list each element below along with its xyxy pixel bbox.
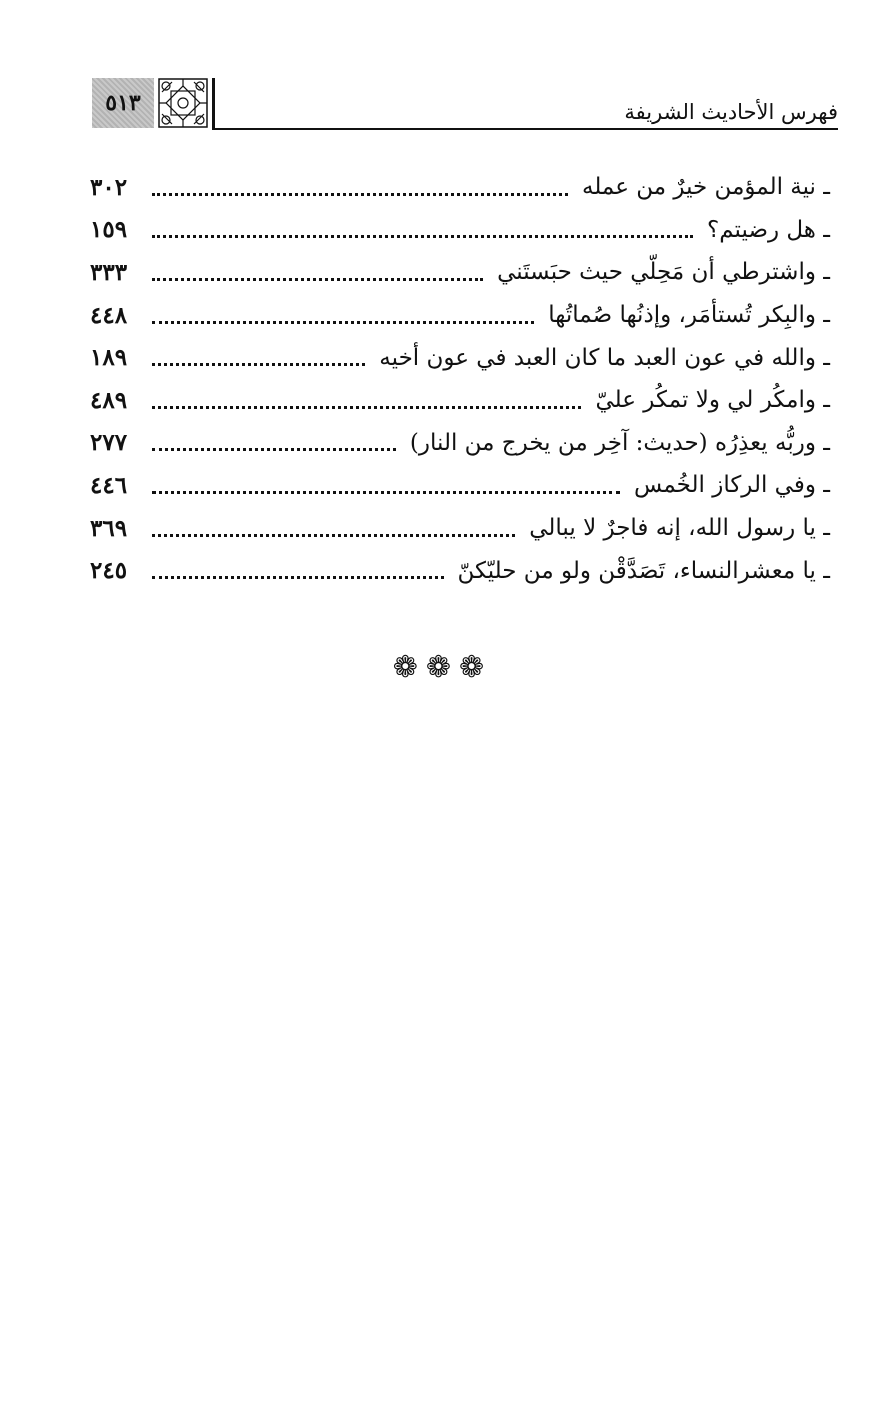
dot-leader xyxy=(152,193,568,196)
entry-text: ـ وفي الركاز الخُمس xyxy=(634,472,830,499)
dot-leader xyxy=(152,406,581,409)
index-entry xyxy=(90,251,830,294)
entry-page-number: ٤٨٩ xyxy=(90,386,128,414)
header-rule xyxy=(212,128,838,130)
dot-leader xyxy=(152,534,515,537)
entry-text: ـ والله في عون العبد ما كان العبد في عون أخيه xyxy=(379,344,830,371)
entry-text: ـ وربُّه يعذِرُه (حديث: آخِر من يخرج من النار) xyxy=(409,429,830,456)
entry-text: ـ يا رسول الله، إنه فاجرٌ لا يبالي xyxy=(529,515,830,542)
end-ornament-icon: ❁❁❁ xyxy=(392,650,493,685)
page-number: ٥١٣ xyxy=(92,78,154,128)
entry-text: ـ هل رضيتم؟ xyxy=(707,216,830,243)
index-entry xyxy=(90,209,830,252)
dot-leader xyxy=(152,448,396,451)
geometric-star-ornament-icon xyxy=(158,78,208,128)
page-header xyxy=(92,78,838,130)
index-entry xyxy=(90,166,830,209)
entry-page-number: ١٨٩ xyxy=(90,344,128,372)
entry-page-number: ٤٤٨ xyxy=(90,301,128,329)
index-entry xyxy=(90,294,830,337)
header-vertical-bar xyxy=(212,78,215,128)
entry-page-number: ٤٤٦ xyxy=(90,471,128,499)
entry-text: ـ وامكُر لي ولا تمكُر عليّ xyxy=(595,387,830,414)
index-entry xyxy=(90,336,830,379)
entry-text: ـ والبِكر تُستأمَر، وإذنُها صُماتُها xyxy=(548,302,830,329)
index-entry xyxy=(90,422,830,465)
entry-text: ـ نية المؤمن خيرٌ من عمله xyxy=(581,174,830,201)
index-entry xyxy=(90,549,830,592)
entry-page-number: ١٥٩ xyxy=(90,216,128,244)
dot-leader xyxy=(152,278,483,281)
index-entry xyxy=(90,507,830,550)
entry-page-number: ٣٦٩ xyxy=(90,514,128,542)
entry-page-number: ٢٧٧ xyxy=(90,429,128,457)
hadith-index-list xyxy=(90,166,830,592)
running-head-title: فهرس الأحاديث الشريفة xyxy=(624,100,838,124)
dot-leader xyxy=(152,235,693,238)
index-entry xyxy=(90,379,830,422)
index-entry xyxy=(90,464,830,507)
dot-leader xyxy=(152,321,534,324)
entry-text: ـ يا معشرالنساء، تَصَدَّقْن ولو من حليّكنّ xyxy=(457,557,830,584)
entry-text: ـ واشترطي أن مَحِلّي حيث حبَستَني xyxy=(497,259,830,286)
dot-leader xyxy=(152,576,444,579)
dot-leader xyxy=(152,491,620,494)
entry-page-number: ٢٤٥ xyxy=(90,557,128,585)
dot-leader xyxy=(152,363,365,366)
entry-page-number: ٣٣٣ xyxy=(90,258,128,286)
entry-page-number: ٣٠٢ xyxy=(90,173,128,201)
